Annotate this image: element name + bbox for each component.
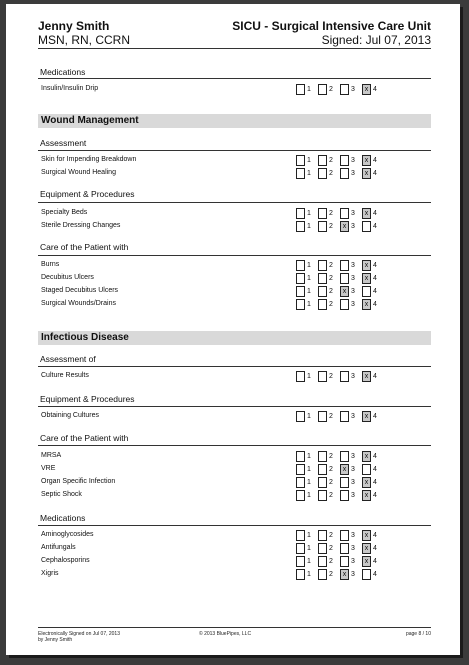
group-heading: Equipment & Procedures — [40, 394, 135, 404]
rating-checkbox-1[interactable] — [296, 273, 305, 284]
footer-divider — [38, 627, 431, 628]
skill-label: MRSA — [41, 452, 62, 459]
rating-checkbox-2[interactable] — [318, 273, 327, 284]
rating-number-2: 2 — [329, 532, 333, 539]
skill-label: Septic Shock — [41, 491, 82, 498]
rating-checkbox-2[interactable] — [318, 84, 327, 95]
rating-checkbox-4[interactable] — [362, 221, 371, 232]
rating-number-3: 3 — [351, 86, 355, 93]
rating-checkbox-4[interactable]: x — [362, 556, 371, 567]
group-heading: Equipment & Procedures — [40, 189, 135, 199]
rating-checkbox-4[interactable] — [362, 464, 371, 475]
group-divider — [38, 406, 431, 407]
footer-signed-line2: by Jenny Smith — [38, 637, 73, 643]
rating-number-3: 3 — [351, 571, 355, 578]
rating-number-1: 1 — [307, 558, 311, 565]
rating-number-1: 1 — [307, 466, 311, 473]
rating-number-2: 2 — [329, 558, 333, 565]
skill-label: Decubitus Ulcers — [41, 274, 94, 281]
rating-checkbox-4[interactable] — [362, 569, 371, 580]
rating-checkbox-2[interactable] — [318, 168, 327, 179]
rating-number-1: 1 — [307, 210, 311, 217]
rating-checkbox-1[interactable] — [296, 299, 305, 310]
rating-checkbox-3[interactable] — [340, 208, 349, 219]
rating-checkbox-1[interactable] — [296, 464, 305, 475]
rating-number-4: 4 — [373, 86, 377, 93]
rating-checkbox-1[interactable] — [296, 208, 305, 219]
rating-number-4: 4 — [373, 571, 377, 578]
rating-number-3: 3 — [351, 373, 355, 380]
rating-number-1: 1 — [307, 413, 311, 420]
rating-checkbox-4[interactable]: x — [362, 260, 371, 271]
rating-checkbox-3[interactable]: x — [340, 569, 349, 580]
rating-number-3: 3 — [351, 223, 355, 230]
skill-label: Surgical Wound Healing — [41, 169, 116, 176]
rating-number-4: 4 — [373, 466, 377, 473]
rating-checkbox-3[interactable]: x — [340, 286, 349, 297]
skill-label: Aminoglycosides — [41, 531, 94, 538]
footer-page-number: page 8 / 10 — [405, 631, 431, 637]
group-heading: Assessment of — [40, 354, 96, 364]
rating-number-4: 4 — [373, 288, 377, 295]
rating-checkbox-4[interactable]: x — [362, 299, 371, 310]
rating-checkbox-4[interactable]: x — [362, 477, 371, 488]
rating-checkbox-3[interactable] — [340, 84, 349, 95]
rating-checkbox-3[interactable] — [340, 530, 349, 541]
rating-number-2: 2 — [329, 288, 333, 295]
document-page — [6, 4, 460, 655]
rating-number-2: 2 — [329, 479, 333, 486]
group-heading: Care of the Patient with — [40, 433, 129, 443]
rating-number-4: 4 — [373, 453, 377, 460]
rating-number-3: 3 — [351, 157, 355, 164]
group-divider — [38, 445, 431, 446]
nurse-name: Jenny Smith — [38, 19, 110, 33]
skill-label: Cephalosporins — [41, 557, 90, 564]
rating-checkbox-2[interactable] — [318, 543, 327, 554]
rating-checkbox-3[interactable] — [340, 451, 349, 462]
group-divider — [38, 255, 431, 256]
rating-checkbox-2[interactable] — [318, 299, 327, 310]
rating-checkbox-2[interactable] — [318, 155, 327, 166]
rating-checkbox-4[interactable]: x — [362, 530, 371, 541]
rating-checkbox-2[interactable] — [318, 451, 327, 462]
rating-checkbox-3[interactable] — [340, 477, 349, 488]
group-divider — [38, 150, 431, 151]
skill-label: Insulin/Insulin Drip — [41, 85, 99, 92]
rating-number-2: 2 — [329, 86, 333, 93]
rating-checkbox-3[interactable] — [340, 543, 349, 554]
rating-checkbox-1[interactable] — [296, 490, 305, 501]
skill-label: Culture Results — [41, 372, 89, 379]
rating-number-1: 1 — [307, 545, 311, 552]
rating-number-2: 2 — [329, 275, 333, 282]
rating-checkbox-1[interactable] — [296, 411, 305, 422]
rating-checkbox-2[interactable] — [318, 464, 327, 475]
skill-label: Surgical Wounds/Drains — [41, 300, 116, 307]
rating-number-2: 2 — [329, 453, 333, 460]
group-heading: Medications — [40, 513, 86, 523]
rating-number-2: 2 — [329, 466, 333, 473]
rating-number-3: 3 — [351, 275, 355, 282]
rating-checkbox-4[interactable]: x — [362, 208, 371, 219]
rating-number-1: 1 — [307, 453, 311, 460]
rating-checkbox-2[interactable] — [318, 371, 327, 382]
rating-checkbox-4[interactable]: x — [362, 168, 371, 179]
group-divider — [38, 78, 431, 79]
skill-label: Obtaining Cultures — [41, 412, 99, 419]
rating-checkbox-3[interactable] — [340, 155, 349, 166]
section-title: Infectious Disease — [41, 332, 129, 343]
rating-number-4: 4 — [373, 301, 377, 308]
skill-label: Xigris — [41, 570, 59, 577]
rating-number-2: 2 — [329, 262, 333, 269]
skill-label: Staged Decubitus Ulcers — [41, 287, 119, 294]
rating-checkbox-4[interactable]: x — [362, 411, 371, 422]
skill-label: Antifungals — [41, 544, 76, 551]
nurse-credentials: MSN, RN, CCRN — [38, 33, 130, 47]
rating-number-1: 1 — [307, 479, 311, 486]
rating-number-1: 1 — [307, 262, 311, 269]
rating-checkbox-2[interactable] — [318, 286, 327, 297]
signed-date: Signed: Jul 07, 2013 — [321, 33, 431, 47]
rating-number-4: 4 — [373, 223, 377, 230]
rating-checkbox-1[interactable] — [296, 569, 305, 580]
rating-checkbox-1[interactable] — [296, 556, 305, 567]
section-header — [38, 331, 431, 345]
skill-label: Organ Specific Infection — [41, 478, 116, 485]
group-heading: Assessment — [40, 138, 87, 148]
rating-number-3: 3 — [351, 453, 355, 460]
rating-checkbox-2[interactable] — [318, 490, 327, 501]
rating-number-4: 4 — [373, 170, 377, 177]
rating-checkbox-2[interactable] — [318, 221, 327, 232]
rating-checkbox-3[interactable] — [340, 299, 349, 310]
rating-number-3: 3 — [351, 558, 355, 565]
rating-checkbox-2[interactable] — [318, 556, 327, 567]
rating-checkbox-1[interactable] — [296, 260, 305, 271]
rating-checkbox-1[interactable] — [296, 543, 305, 554]
group-heading: Care of the Patient with — [40, 242, 129, 252]
rating-number-4: 4 — [373, 275, 377, 282]
rating-checkbox-1[interactable] — [296, 168, 305, 179]
rating-number-2: 2 — [329, 571, 333, 578]
rating-number-2: 2 — [329, 223, 333, 230]
rating-number-4: 4 — [373, 210, 377, 217]
rating-number-4: 4 — [373, 545, 377, 552]
group-divider — [38, 525, 431, 526]
rating-checkbox-1[interactable] — [296, 286, 305, 297]
rating-number-2: 2 — [329, 413, 333, 420]
rating-checkbox-2[interactable] — [318, 569, 327, 580]
rating-number-1: 1 — [307, 288, 311, 295]
rating-number-1: 1 — [307, 223, 311, 230]
rating-checkbox-2[interactable] — [318, 260, 327, 271]
rating-checkbox-3[interactable]: x — [340, 464, 349, 475]
group-divider — [38, 202, 431, 203]
rating-checkbox-4[interactable]: x — [362, 543, 371, 554]
rating-number-3: 3 — [351, 479, 355, 486]
rating-checkbox-3[interactable] — [340, 411, 349, 422]
rating-number-4: 4 — [373, 492, 377, 499]
rating-number-1: 1 — [307, 170, 311, 177]
rating-checkbox-3[interactable] — [340, 168, 349, 179]
rating-number-3: 3 — [351, 301, 355, 308]
rating-number-4: 4 — [373, 479, 377, 486]
rating-checkbox-3[interactable] — [340, 371, 349, 382]
rating-checkbox-3[interactable] — [340, 490, 349, 501]
rating-number-3: 3 — [351, 210, 355, 217]
rating-number-2: 2 — [329, 373, 333, 380]
rating-number-1: 1 — [307, 157, 311, 164]
rating-number-4: 4 — [373, 373, 377, 380]
rating-number-1: 1 — [307, 301, 311, 308]
rating-number-1: 1 — [307, 571, 311, 578]
skill-label: Specialty Beds — [41, 209, 88, 216]
rating-checkbox-4[interactable]: x — [362, 84, 371, 95]
rating-number-4: 4 — [373, 413, 377, 420]
group-heading: Medications — [40, 67, 86, 77]
rating-checkbox-2[interactable] — [318, 477, 327, 488]
rating-checkbox-1[interactable] — [296, 477, 305, 488]
rating-number-4: 4 — [373, 157, 377, 164]
rating-number-4: 4 — [373, 558, 377, 565]
section-title: Wound Management — [41, 115, 139, 126]
footer-copyright: © 2013 BluePipes, LLC — [199, 631, 252, 637]
rating-checkbox-4[interactable]: x — [362, 451, 371, 462]
rating-checkbox-4[interactable]: x — [362, 490, 371, 501]
rating-checkbox-2[interactable] — [318, 208, 327, 219]
skill-label: VRE — [41, 465, 56, 472]
rating-number-3: 3 — [351, 466, 355, 473]
rating-checkbox-1[interactable] — [296, 530, 305, 541]
rating-number-3: 3 — [351, 545, 355, 552]
rating-number-3: 3 — [351, 262, 355, 269]
rating-number-3: 3 — [351, 532, 355, 539]
rating-number-1: 1 — [307, 532, 311, 539]
rating-number-1: 1 — [307, 86, 311, 93]
rating-number-4: 4 — [373, 262, 377, 269]
rating-checkbox-3[interactable]: x — [340, 221, 349, 232]
skill-label: Skin for Impending Breakdown — [41, 156, 137, 163]
rating-checkbox-4[interactable]: x — [362, 273, 371, 284]
rating-checkbox-1[interactable] — [296, 451, 305, 462]
rating-checkbox-1[interactable] — [296, 221, 305, 232]
rating-checkbox-3[interactable] — [340, 273, 349, 284]
rating-number-3: 3 — [351, 413, 355, 420]
rating-checkbox-4[interactable]: x — [362, 371, 371, 382]
rating-number-2: 2 — [329, 301, 333, 308]
rating-number-2: 2 — [329, 492, 333, 499]
rating-number-3: 3 — [351, 288, 355, 295]
rating-number-2: 2 — [329, 210, 333, 217]
rating-checkbox-3[interactable] — [340, 556, 349, 567]
rating-checkbox-2[interactable] — [318, 411, 327, 422]
rating-number-1: 1 — [307, 373, 311, 380]
rating-checkbox-2[interactable] — [318, 530, 327, 541]
unit-title: SICU - Surgical Intensive Care Unit — [232, 19, 431, 33]
rating-checkbox-4[interactable]: x — [362, 155, 371, 166]
footer-signed-line1: Electronically Signed on Jul 07, 2013 — [38, 631, 120, 637]
rating-number-1: 1 — [307, 492, 311, 499]
rating-checkbox-4[interactable] — [362, 286, 371, 297]
skill-label: Sterile Dressing Changes — [41, 222, 121, 229]
rating-number-1: 1 — [307, 275, 311, 282]
rating-number-2: 2 — [329, 157, 333, 164]
header-divider — [38, 48, 431, 49]
rating-number-3: 3 — [351, 170, 355, 177]
rating-checkbox-1[interactable] — [296, 155, 305, 166]
rating-number-2: 2 — [329, 545, 333, 552]
group-divider — [38, 366, 431, 367]
rating-checkbox-1[interactable] — [296, 84, 305, 95]
rating-checkbox-3[interactable] — [340, 260, 349, 271]
rating-number-3: 3 — [351, 492, 355, 499]
rating-number-4: 4 — [373, 532, 377, 539]
rating-number-2: 2 — [329, 170, 333, 177]
section-header — [38, 114, 431, 128]
skill-label: Burns — [41, 261, 60, 268]
rating-checkbox-1[interactable] — [296, 371, 305, 382]
